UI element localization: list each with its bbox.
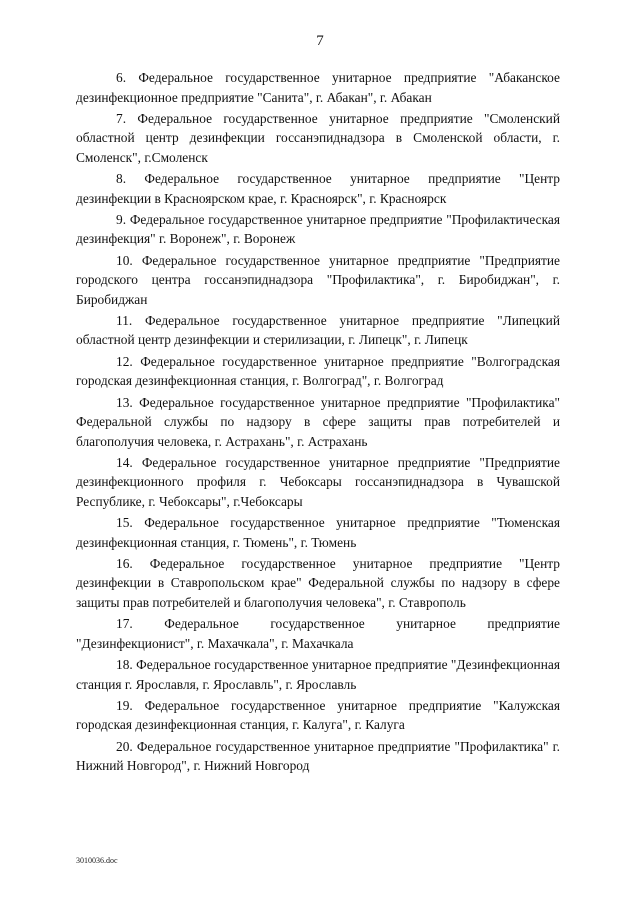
list-item: 14. Федеральное государственное унитарное предприятие "Предприятие дезинфекционного профиля г. Чебоксары госсанэпиднадзора в Чувашской Республике, г. Чебоксары", г.Чебоксары [76,454,560,509]
list-item: 17. Федеральное государственное унитарное предприятие "Дезинфекционист", г. Махачкала", г. Махачкала [76,616,560,651]
enterprise-list [76,68,560,777]
list-item: 20. Федеральное государственное унитарное предприятие "Профилактика" г. Нижний Новгород", г. Нижний Новгород [76,738,560,774]
list-item: 15. Федеральное государственное унитарное предприятие "Тюменская дезинфекционная станция, г. Тюмень", г. Тюмень [76,515,560,550]
list-item: 12. Федеральное государственное унитарное предприятие "Волгоградская городская дезинфекционная станция, г. Волгоград", г. Волгоград [76,353,560,389]
list-item: 10. Федеральное государственное унитарное предприятие "Предприятие городского центра госсанэпиднадзора "Профилактика", г. Биробиджан", г. Биробиджан [76,252,560,307]
page-number: 7 [316,33,324,49]
list-item: 11. Федеральное государственное унитарное предприятие "Липецкий областной центр дезинфекции и стерилизации, г. Липецк", г. Липецк [76,312,560,348]
list-item: 13. Федеральное государственное унитарное предприятие "Профилактика" Федеральной службы по надзору в сфере защиты прав потребителей и благополучия человека, г. Астрахань", г. Астрахань [76,394,560,449]
document-filename: 3010036.doc [76,856,118,865]
list-item: 6. Федеральное государственное унитарное предприятие "Абаканское дезинфекционное предприятие "Санита", г. Абакан", г. Абакан [76,70,560,105]
list-item: 19. Федеральное государственное унитарное предприятие "Калужская городская дезинфекционная станция, г. Калуга", г. Калуга [76,697,560,733]
list-item: 7. Федеральное государственное унитарное предприятие "Смоленский областной центр дезинфекции госсанэпиднадзора в Смоленской области, г. Смоленск", г.Смоленск [76,110,560,165]
list-item: 16. Федеральное государственное унитарное предприятие "Центр дезинфекции в Ставропольском крае" Федеральной службы по надзору в сфере защиты прав потребителей и благополучия человека", г. Ставрополь [76,555,560,610]
list-item: 8. Федеральное государственное унитарное предприятие "Центр дезинфекции в Красноярском крае, г. Красноярск", г. Красноярск [76,171,560,206]
list-item: 9. Федеральное государственное унитарное предприятие "Профилактическая дезинфекция" г. Воронеж", г. Воронеж [76,211,560,247]
list-item: 18. Федеральное государственное унитарное предприятие "Дезинфекционная станция г. Ярославля, г. Ярославль", г. Ярославль [76,657,560,692]
